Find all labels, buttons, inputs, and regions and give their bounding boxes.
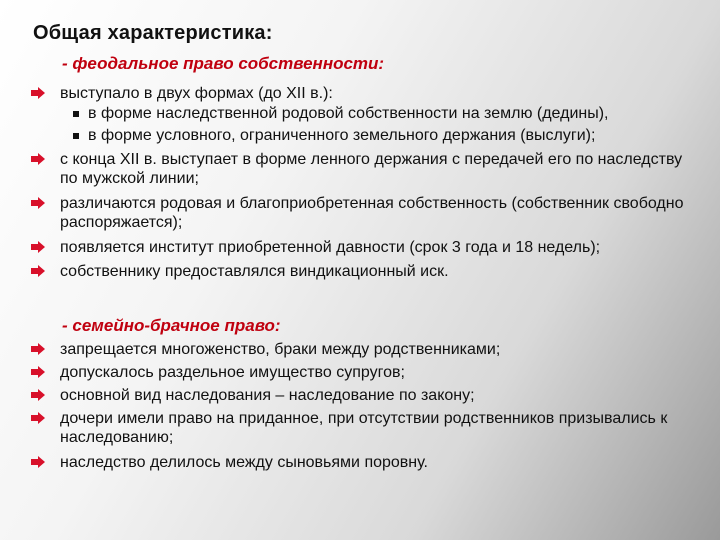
list-item-text: выступало в двух формах (до XII в.): — [60, 85, 333, 102]
list-item-text: с конца XII в. выступает в форме ленного держания с передачей его по наследству по мужской линии; — [60, 151, 683, 187]
arrow-bullet-icon — [31, 389, 45, 401]
section-heading-property: - феодальное право собственности: — [62, 54, 385, 73]
list-item-text: собственнику предоставлялся виндикационный иск. — [60, 263, 449, 280]
list-item-text: дочери имели право на приданное, при отсутствии родственников призывались к наследованию; — [60, 410, 668, 446]
sub-list-item-text: в форме условного, ограниченного земельного держания (выслуги); — [88, 127, 596, 144]
arrow-bullet-icon — [31, 456, 45, 468]
square-bullet-icon — [73, 111, 79, 117]
list-item-text: различаются родовая и благоприобретенная собственность (собственник свободно распоряжается); — [60, 195, 684, 231]
arrow-bullet-icon — [31, 241, 45, 253]
list-item-text: запрещается многоженство, браки между родственниками; — [60, 341, 501, 358]
list-item — [0, 262, 720, 281]
arrow-bullet-icon — [31, 197, 45, 209]
arrow-bullet-icon — [31, 343, 45, 355]
list-item — [0, 386, 720, 405]
list-item — [0, 194, 720, 232]
list-item — [0, 238, 720, 257]
section-heading-family: - семейно-брачное право: — [62, 316, 281, 335]
arrow-bullet-icon — [31, 153, 45, 165]
list-item-text: наследство делилось между сыновьями поровну. — [60, 454, 428, 471]
list-item — [0, 150, 720, 188]
arrow-bullet-icon — [31, 412, 45, 424]
arrow-bullet-icon — [31, 265, 45, 277]
square-bullet-icon — [73, 133, 79, 139]
list-item-text: основной вид наследования – наследование по закону; — [60, 387, 475, 404]
sub-list-item — [0, 125, 720, 147]
list-item — [0, 409, 720, 447]
list-item — [0, 340, 720, 359]
list-item — [0, 84, 720, 103]
family-list — [0, 340, 720, 472]
list-item-text: появляется институт приобретенной давности (срок 3 года и 18 недель); — [60, 239, 601, 256]
slide-title: Общая характеристика: — [33, 22, 273, 44]
arrow-bullet-icon — [31, 366, 45, 378]
sub-list-item-text: в форме наследственной родовой собственности на землю (дедины), — [88, 105, 609, 122]
property-list — [0, 84, 720, 281]
arrow-bullet-icon — [31, 87, 45, 99]
sub-list-item — [0, 103, 720, 125]
list-item — [0, 363, 720, 382]
list-item-text: допускалось раздельное имущество супругов; — [60, 364, 405, 381]
list-item — [0, 453, 720, 472]
